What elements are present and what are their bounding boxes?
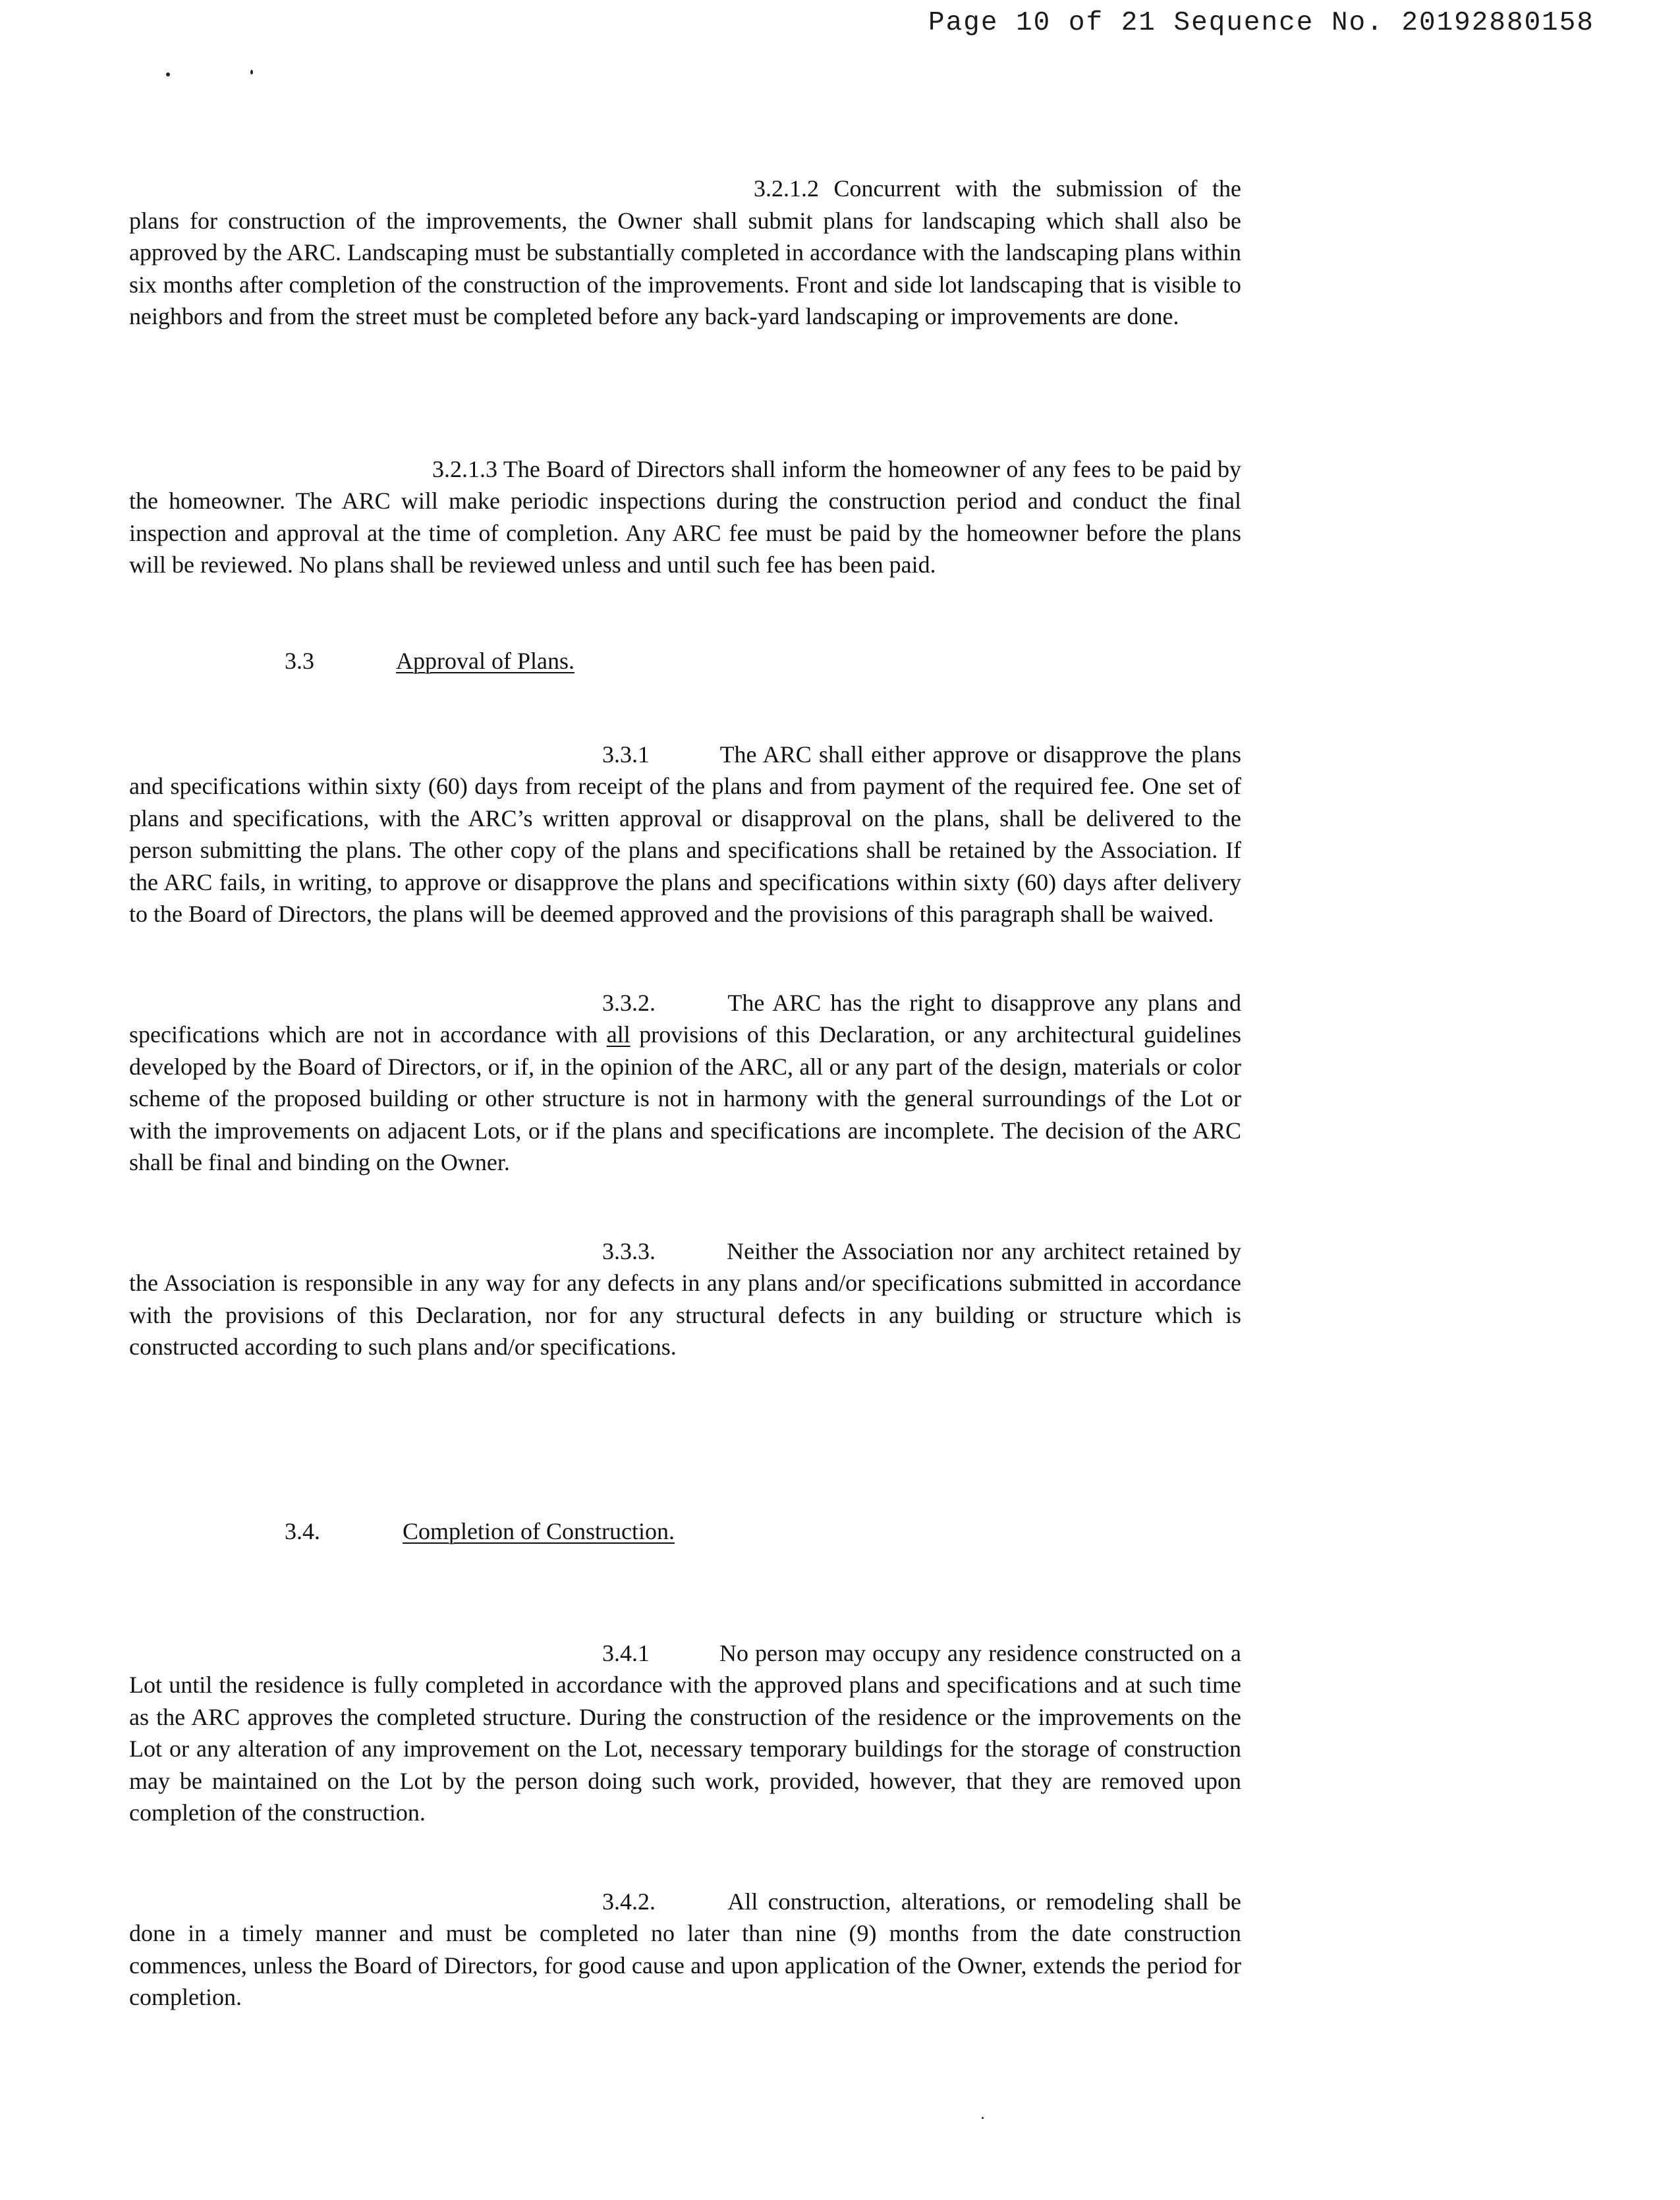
section-text: All construction, alterations, or remodeling shall be done in a timely manner and must be completed no later than nine (9) months from the date construction commences, unless the Board of Directors, for good cause and upon application of the Owner, extends the period for completion.: [129, 1888, 1241, 2010]
section-text: The Board of Directors shall inform the homeowner of any fees to be paid by the homeowner. The ARC will make periodic inspections during the construction period and conduct the final inspection and approval at the time of completion. Any ARC fee must be paid by the homeowner before the plans will be reviewed. No plans shall be reviewed unless and until such fee has been paid.: [129, 455, 1241, 578]
document-body: [129, 173, 1241, 2014]
section-number: 3.3.2.: [602, 989, 656, 1016]
section-3-2-1-2: [129, 173, 1241, 333]
section-text: No person may occupy any residence constructed on a Lot until the residence is fully completed in accordance with the approved plans and specifications and at such time as the ARC approves the completed structure. During the construction of the residence or the improvements on the Lot or any alteration of any improvement on the Lot, necessary temporary buildings for the storage of construction may be maintained on the Lot by the person doing such work, provided, however, that they are removed upon completion of the construction.: [129, 1639, 1241, 1826]
section-3-4-2: [129, 1886, 1241, 2014]
heading-title: Completion of Construction.: [403, 1517, 675, 1544]
heading-number: 3.4.: [285, 1517, 320, 1544]
scan-speck: [250, 70, 253, 74]
section-3-3-1: [129, 739, 1241, 930]
section-heading-3-4: [129, 1515, 1241, 1547]
section-text-end: provisions of this Declaration, or any architectural guidelines developed by the Board of Directors, or if, in the opinion of the ARC, all or any part of the design, materials or color scheme of the proposed building or other structure is not in harmony with the general surroundings of the Lot or with the improvements on adjacent Lots, or if the plans and specifications are incomplete. The decision of the ARC shall be final and binding on the Owner.: [129, 1021, 1242, 1175]
section-number: 3.4.1: [602, 1639, 650, 1666]
section-number: 3.3.3.: [602, 1237, 656, 1264]
section-3-4-1: [129, 1637, 1241, 1829]
section-number: 3.3.1: [602, 741, 650, 768]
scan-speck: [982, 2117, 984, 2119]
section-text: The ARC shall either approve or disapprove the plans and specifications within sixty (60) days from receipt of the plans and from payment of the required fee. One set of plans and specifications, with the ARC’s written approval or disapproval on the plans, shall be delivered to the person submitting the plans. The other copy of the plans and specifications shall be retained by the Association. If the ARC fails, in writing, to approve or disapprove the plans and specifications within sixty (60) days after delivery to the Board of Directors, the plans will be deemed approved and the provisions of this paragraph shall be waived.: [129, 741, 1241, 927]
section-number: 3.2.1.2: [754, 175, 819, 202]
page-sequence-header: Page 10 of 21 Sequence No. 20192880158: [928, 8, 1594, 38]
section-number: 3.2.1.3: [432, 455, 497, 482]
section-number: 3.4.2.: [602, 1888, 656, 1915]
section-3-2-1-3: [129, 453, 1241, 581]
section-3-3-2: [129, 987, 1241, 1179]
heading-number: 3.3: [285, 647, 314, 674]
section-text-start: The ARC has the right to disapprove any plans and specifications which are not in accordance with: [129, 989, 1241, 1048]
heading-title: Approval of Plans.: [396, 647, 574, 674]
section-text: Neither the Association nor any architect retained by the Association is responsible in any way for any defects in any plans and/or specifications submitted in accordance with the provisions of this Declaration, nor for any structural defects in any building or structure which is constructed according to such plans and/or specifications.: [129, 1237, 1242, 1360]
section-3-3-3: [129, 1235, 1241, 1363]
scan-speck: [166, 72, 170, 76]
section-text: Concurrent with the submission of the plans for construction of the improvements, the Owner shall submit plans for landscaping which shall also be approved by the ARC. Landscaping must be substantially completed in accordance with the landscaping plans within six months after completion of the construction of the improvements. Front and side lot landscaping that is visible to neighbors and from the street must be completed before any back-yard landscaping or improvements are done.: [129, 175, 1242, 329]
section-heading-3-3: [129, 645, 1241, 677]
emphasis-all: all: [606, 1021, 630, 1048]
